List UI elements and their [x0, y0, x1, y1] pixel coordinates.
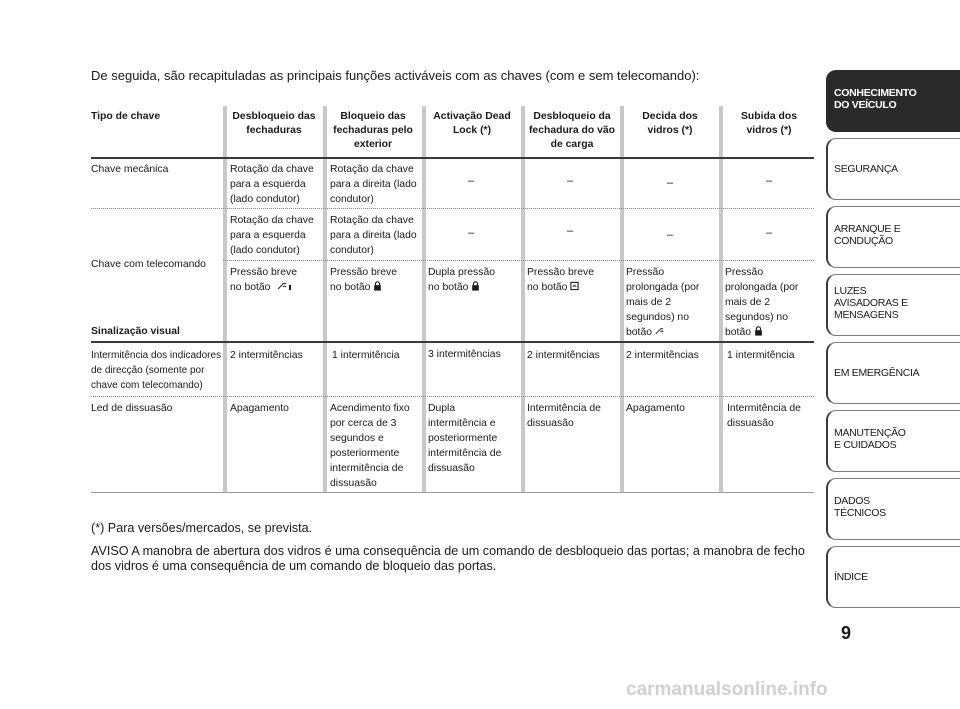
column-separator	[719, 106, 723, 492]
cell-ind-desbloqueio: 2 intermitências	[230, 350, 303, 361]
cell-tele-r2-desbloqueio: Pressão breve no botão	[230, 267, 297, 293]
column-separator	[422, 106, 426, 492]
cell-tele-r2-decida: Pressão prolongada (por mais de 2 segundos) no botão	[626, 267, 700, 338]
cell-led-subida: Intermitência de dissuasão	[727, 403, 801, 429]
trunk-icon	[570, 281, 579, 291]
section-tabs	[826, 70, 960, 614]
intro-text: De seguida, são recapituladas as principais funções activáveis com as chaves (com e sem telecomando):	[91, 68, 700, 83]
column-separator	[323, 106, 327, 492]
header-rule	[91, 157, 814, 159]
cell-led-deadlock: Dupla intermitência e posteriormente intermitência de dissuasão	[428, 403, 502, 474]
cell-tele-r2-deadlock: Dupla pressão no botão	[428, 267, 496, 293]
key-unlock-icon	[273, 281, 291, 291]
cell-tele-r1-desbloqueio: Rotação da chave para a esquerda (lado condutor)	[230, 215, 314, 256]
section-sinalizacao-visual: Sinalização visual	[91, 326, 180, 337]
header-carga: Desbloqueio da fechadura do vão de carga	[528, 111, 616, 150]
padlock-icon	[471, 281, 480, 291]
tab-manutencao[interactable]: MANUTENÇÃO E CUIDADOS	[826, 410, 960, 472]
cell-tele-r2-carga: Pressão breve no botão	[527, 267, 594, 293]
row-divider	[91, 208, 814, 209]
tab-indice[interactable]: ÍNDICE	[826, 546, 960, 608]
header-desbloqueio: Desbloqueio das fechaduras	[232, 111, 316, 136]
cell-ind-subida: 1 intermitência	[727, 350, 795, 361]
row-label-led: Led de dissuasão	[91, 403, 173, 414]
page-number: 9	[841, 623, 852, 643]
tab-luzes[interactable]: LUZES AVISADORAS E MENSAGENS	[826, 274, 960, 336]
cell-mecanica-desbloqueio: Rotação da chave para a esquerda (lado condutor)	[230, 164, 314, 205]
cell-ind-deadlock: 3 intermitências	[428, 349, 501, 360]
table-bottom-rule	[91, 492, 814, 493]
row-label-indicadores: Intermitência dos indicadores de direcção (somente por chave com telecomando)	[91, 350, 222, 391]
watermark: carmanualsonline.info	[626, 679, 828, 700]
row-divider	[223, 260, 814, 261]
footnote: (*) Para versões/mercados, se prevista.	[91, 521, 313, 535]
header-bloqueio: Bloqueio das fechaduras pelo exterior	[333, 111, 413, 150]
header-subida: Subida dos vidros (*)	[741, 111, 797, 136]
key-unlock-icon	[655, 326, 664, 336]
column-separator	[620, 106, 624, 492]
row-label-mecanica: Chave mecânica	[91, 164, 169, 175]
cell-mecanica-deadlock: –	[468, 175, 475, 187]
tab-emergencia[interactable]: EM EMERGÊNCIA	[826, 342, 960, 404]
padlock-icon	[754, 326, 763, 336]
cell-tele-r2-subida: Pressão prolongada (por mais de 2 segundos) no botão	[725, 267, 799, 338]
cell-ind-bloqueio: 1 intermitência	[332, 350, 400, 361]
row-label-telecomando: Chave com telecomando	[91, 259, 206, 270]
aviso-text: AVISO A manobra de abertura dos vidros é uma consequência de um comando de desbloqueio das portas; a manobra de fecho dos vidros é uma consequência de um comando de bloqueio das portas.	[91, 544, 805, 573]
cell-led-bloqueio: Acendimento fixo por cerca de 3 segundos e posteriormente intermitência de dissuasão	[330, 403, 410, 489]
cell-tele-r2-bloqueio: Pressão breve no botão	[330, 267, 397, 293]
cell-mecanica-carga: –	[567, 175, 574, 187]
tab-arranque[interactable]: ARRANQUE E CONDUÇÃO	[826, 206, 960, 268]
column-separator	[223, 106, 227, 492]
cell-tele-r1-deadlock: –	[468, 227, 475, 239]
cell-led-carga: Intermitência de dissuasão	[527, 403, 601, 429]
column-separator	[521, 106, 525, 492]
cell-mecanica-decida: –	[667, 177, 674, 189]
row-divider	[91, 396, 814, 397]
cell-ind-decida: 2 intermitências	[626, 350, 699, 361]
padlock-icon	[373, 281, 382, 291]
cell-tele-r1-subida: –	[766, 227, 773, 239]
cell-ind-carga: 2 intermitências	[527, 350, 600, 361]
header-decida: Decida dos vidros (*)	[642, 111, 698, 136]
tab-conhecimento[interactable]: CONHECIMENTO DO VEÍCULO	[826, 70, 960, 132]
tab-seguranca[interactable]: SEGURANÇA	[826, 138, 960, 200]
header-tipo: Tipo de chave	[91, 111, 161, 122]
notes	[91, 521, 811, 582]
tab-dados[interactable]: DADOS TÉCNICOS	[826, 478, 960, 540]
header-deadlock: Activação Dead Lock (*)	[433, 111, 511, 136]
cell-tele-r1-bloqueio: Rotação da chave para a direita (lado condutor)	[330, 215, 417, 256]
cell-mecanica-subida: –	[766, 175, 773, 187]
cell-led-desbloqueio: Apagamento	[230, 403, 289, 414]
cell-tele-r1-carga: –	[567, 225, 574, 237]
section-rule	[91, 341, 814, 343]
cell-tele-r1-decida: –	[667, 229, 674, 241]
cell-led-decida: Apagamento	[626, 403, 685, 414]
cell-mecanica-bloqueio: Rotação da chave para a direita (lado condutor)	[330, 164, 417, 205]
key-functions-table	[91, 106, 814, 494]
